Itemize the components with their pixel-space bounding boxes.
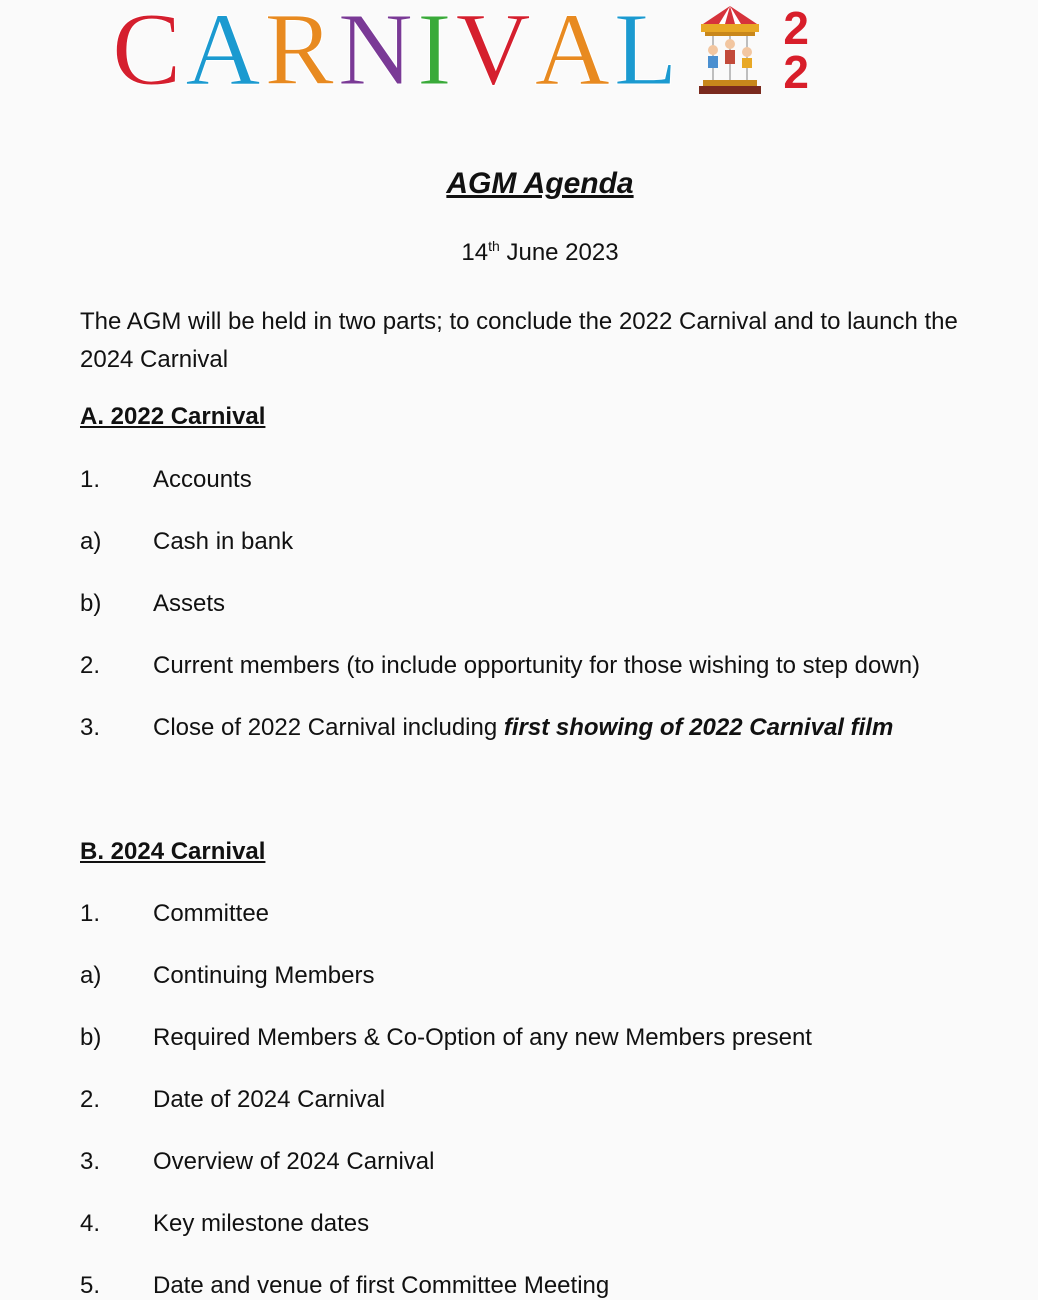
agenda-item-number: b)	[80, 590, 102, 617]
agenda-item-label: Key milestone dates	[153, 1210, 370, 1237]
date-rest: June 2023	[499, 239, 619, 266]
logo-letter: A	[534, 0, 614, 107]
agenda-item-number: 3.	[80, 714, 101, 741]
year-digit: 2	[783, 2, 809, 54]
agenda-item-label: Current members (to include opportunity for those wishing to step down)	[153, 652, 921, 679]
section-a-heading: A. 2022 Carnival	[80, 403, 266, 430]
agenda-item-number: 3.	[80, 1148, 101, 1175]
agenda-item-text	[153, 962, 374, 990]
agenda-item-number: 2.	[80, 652, 101, 679]
agenda-item-number: 5.	[80, 1272, 101, 1299]
agenda-item-label: Required Members & Co-Option of any new Members present	[153, 1024, 812, 1051]
agenda-item-label: Committee	[153, 900, 270, 927]
agenda-item-text	[153, 528, 293, 556]
logo-letter: R	[264, 0, 338, 107]
agenda-item-number: 2.	[80, 1086, 101, 1113]
agenda-item-number: a)	[80, 962, 102, 989]
agenda-item-text	[153, 1272, 609, 1300]
year-digits	[783, 2, 809, 98]
agenda-item-number: a)	[80, 528, 102, 555]
agenda-item-label: Assets	[153, 590, 226, 617]
agenda-item-number: 1.	[80, 466, 101, 493]
agenda-item-text	[153, 652, 920, 680]
agenda-item-number: 1.	[80, 900, 101, 927]
agenda-item-text	[153, 714, 893, 742]
agenda-item-text	[153, 1148, 434, 1176]
agenda-item-emphasis: first showing of 2022 Carnival film	[503, 714, 894, 741]
logo-letter: I	[416, 0, 456, 107]
agenda-item-label: Continuing Members	[153, 962, 375, 989]
logo-letter: N	[337, 0, 417, 107]
agenda-item-text	[153, 1086, 385, 1114]
agenda-item-number: b)	[80, 1024, 102, 1051]
agenda-item-text	[153, 466, 252, 494]
intro-paragraph: The AGM will be held in two parts; to conclude the 2022 Carnival and to launch the 2024 Carnival	[80, 308, 958, 373]
agenda-item-number: 4.	[80, 1210, 101, 1237]
title-text: AGM Agenda	[446, 167, 634, 200]
meeting-date	[0, 239, 1038, 267]
date-suffix: th	[488, 238, 500, 254]
carousel-icon	[699, 4, 761, 96]
agenda-item-text	[153, 1024, 812, 1052]
agenda-item-label: Date of 2024 Carnival	[153, 1086, 386, 1113]
agenda-item-label: Close of 2022 Carnival including	[153, 714, 504, 741]
agenda-item-label: Date and venue of first Committee Meeting	[153, 1272, 610, 1299]
page-title	[0, 167, 1038, 200]
agenda-item-label: Cash in bank	[153, 528, 294, 555]
agenda-item-text	[153, 590, 225, 618]
agenda-item-label: Accounts	[153, 466, 252, 493]
agenda-item-label: Overview of 2024 Carnival	[153, 1148, 435, 1175]
carnival-logo	[112, 0, 809, 107]
logo-letter: V	[455, 0, 535, 107]
section-b-heading: B. 2024 Carnival	[80, 838, 266, 865]
logo-letter: C	[112, 0, 186, 107]
agenda-item-text	[153, 900, 269, 928]
logo-letter: A	[185, 0, 265, 107]
year-digit: 2	[783, 46, 809, 98]
logo-letter: L	[613, 0, 682, 107]
agenda-item-text	[153, 1210, 369, 1238]
date-day: 14	[461, 239, 489, 266]
